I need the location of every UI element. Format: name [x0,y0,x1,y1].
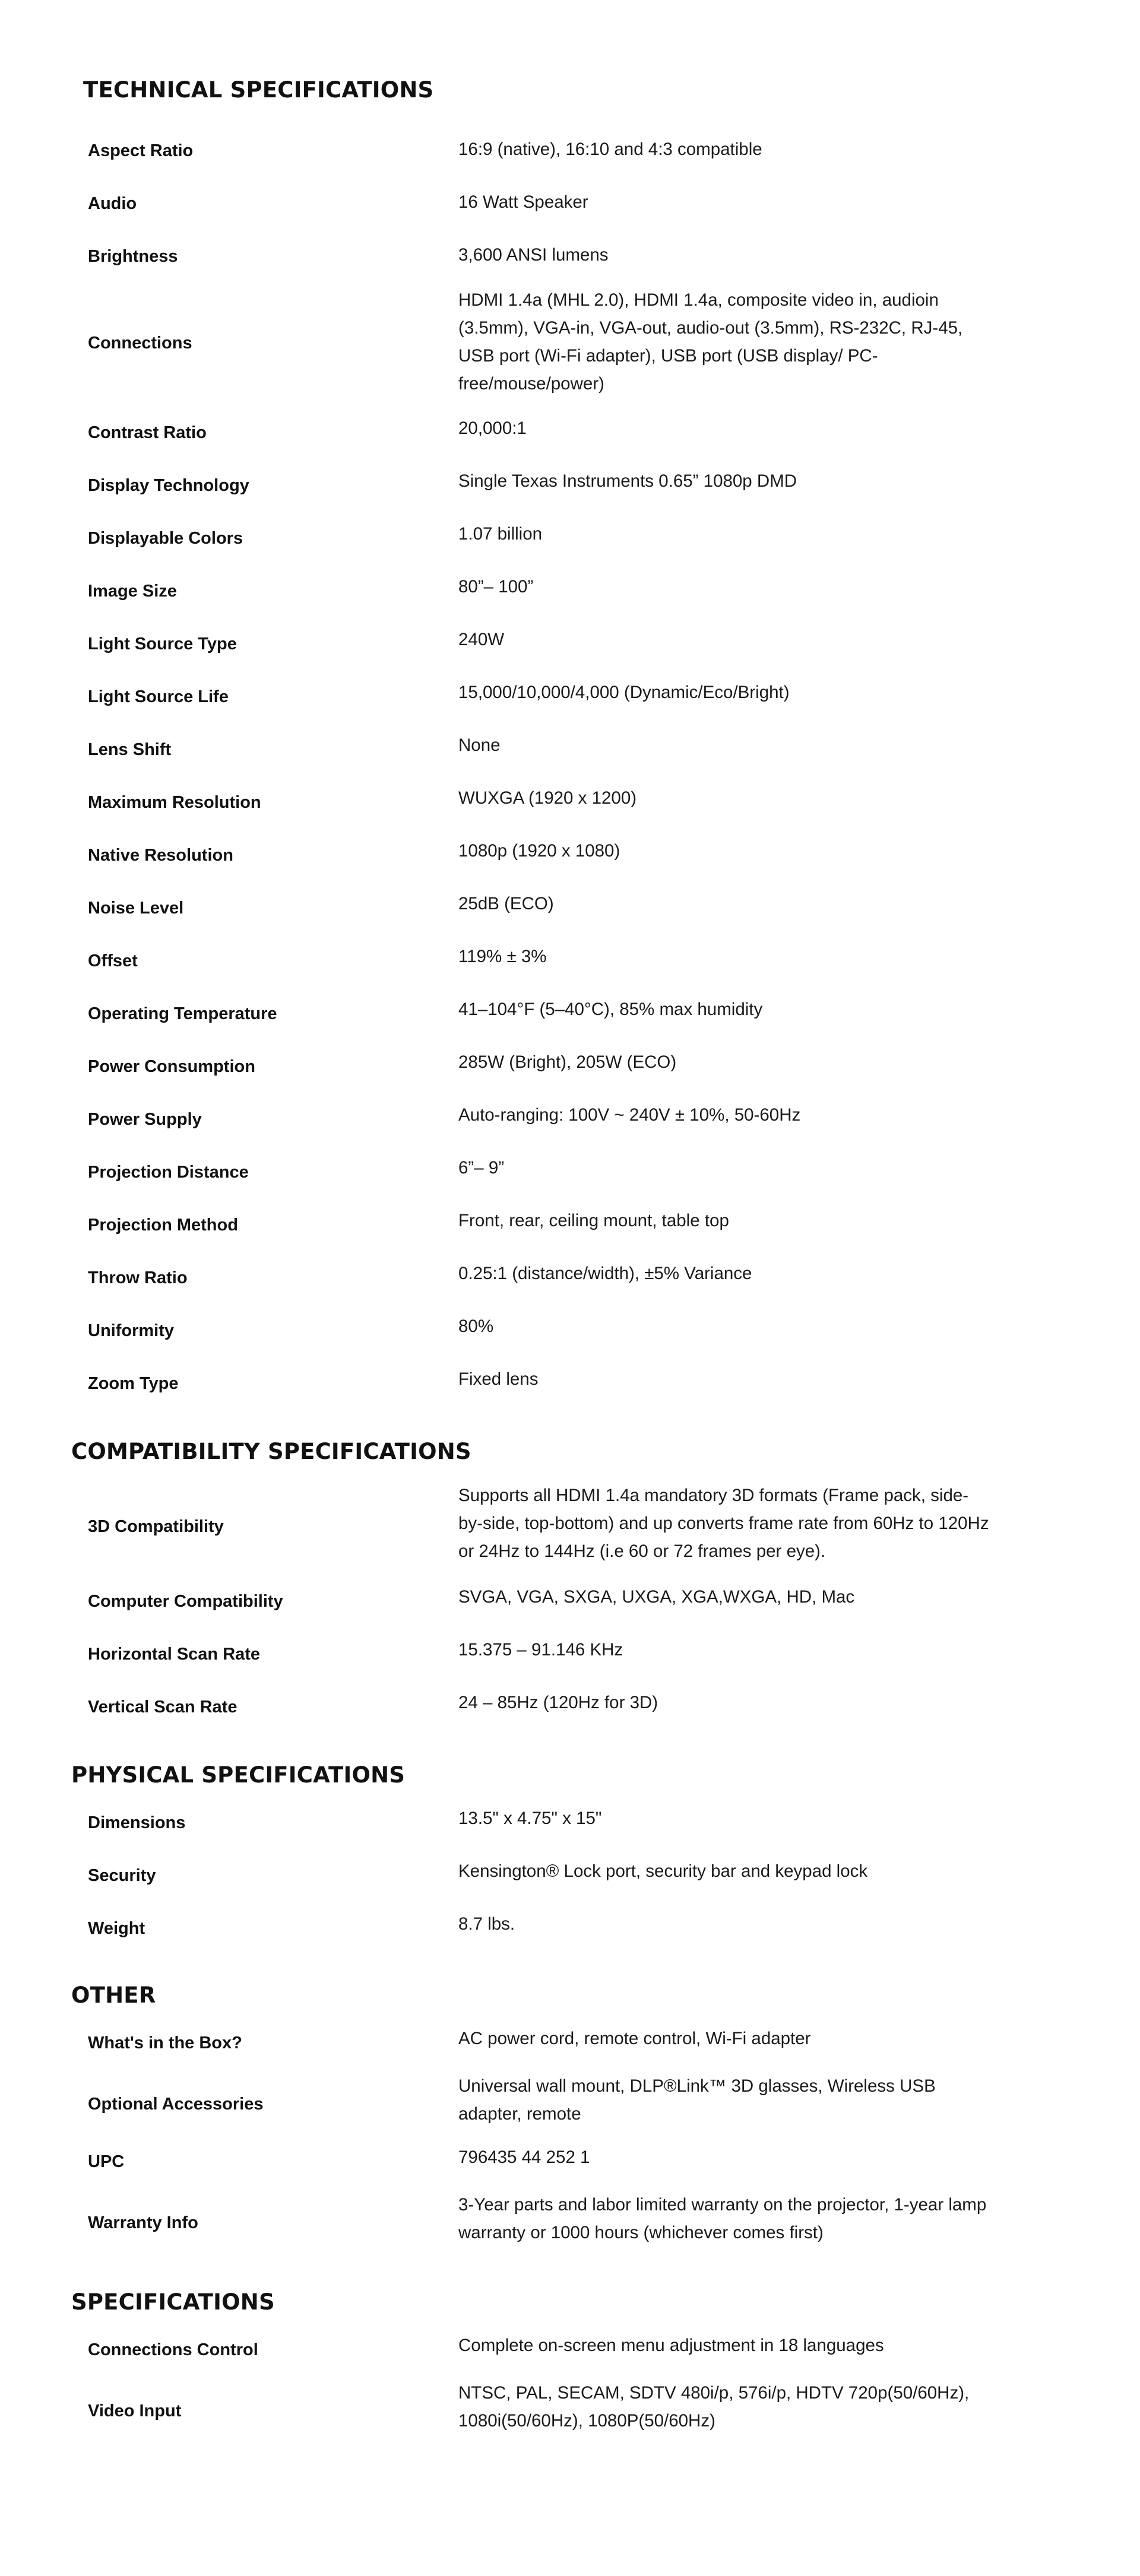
spec-value: 20,000:1 [458,418,527,438]
spec-value: Universal wall mount, DLP®Link™ 3D glasses, Wireless USB adapter, remote [458,2076,936,2124]
spec-label: Horizontal Scan Rate [88,1645,261,1664]
spec-label: Contrast Ratio [88,423,207,442]
spec-value: Single Texas Instruments 0.65” 1080p DMD [458,471,797,491]
spec-label: Warranty Info [88,2213,198,2232]
spec-label: Native Resolution [88,846,233,865]
spec-label: Audio [88,194,137,213]
spec-value: 1.07 billion [458,524,543,544]
spec-value: 6”– 9” [458,1158,505,1178]
spec-value: 15.375 – 91.146 KHz [458,1640,623,1660]
spec-value: 80”– 100” [458,577,534,597]
spec-value: SVGA, VGA, SXGA, UXGA, XGA,WXGA, HD, Mac [458,1587,855,1607]
spec-label: Projection Distance [88,1163,249,1182]
spec-label: Offset [88,951,138,970]
spec-value: 16 Watt Speaker [458,192,588,212]
spec-label: Zoom Type [88,1374,179,1393]
spec-value: Supports all HDMI 1.4a mandatory 3D formats (Frame pack, side-by-side, top-bottom) and up converts frame rate from 60Hz to 120Hz or 24Hz to 144Hz (i.e 60 or 72 frames per eye). [458,1486,989,1561]
spec-label: Optional Accessories [88,2095,264,2114]
spec-label: Computer Compatibility [88,1592,283,1611]
spec-label: UPC [88,2152,125,2171]
spec-value: 25dB (ECO) [458,894,554,913]
spec-label: Uniformity [88,1321,174,1340]
spec-value: AC power cord, remote control, Wi-Fi adapter [458,2029,811,2048]
section-title-compatibility: COMPATIBILITY SPECIFICATIONS [71,1439,471,1464]
spec-value: 15,000/10,000/4,000 (Dynamic/Eco/Bright) [458,683,790,702]
spec-value: Complete on-screen menu adjustment in 18 languages [458,2336,884,2355]
spec-value: NTSC, PAL, SECAM, SDTV 480i/p, 576i/p, HDTV 720p(50/60Hz), 1080i(50/60Hz), 1080P(50/60Hz) [458,2383,970,2431]
spec-label: Operating Temperature [88,1004,277,1023]
spec-value: 13.5" x 4.75" x 15" [458,1809,602,1828]
spec-value: 16:9 (native), 16:10 and 4:3 compatible [458,139,762,159]
spec-value: WUXGA (1920 x 1200) [458,788,637,808]
spec-label: 3D Compatibility [88,1517,224,1536]
spec-value: 8.7 lbs. [458,1914,515,1934]
spec-value: 3,600 ANSI lumens [458,245,609,265]
section-title-physical: PHYSICAL SPECIFICATIONS [71,1762,406,1788]
spec-label: Dimensions [88,1813,186,1832]
spec-label: Projection Method [88,1216,238,1235]
spec-value: 796435 44 252 1 [458,2147,590,2167]
spec-label: Security [88,1866,156,1885]
spec-label: Throw Ratio [88,1268,188,1287]
spec-value: Kensington® Lock port, security bar and keypad lock [458,1861,868,1881]
spec-value: Auto-ranging: 100V ~ 240V ± 10%, 50-60Hz [458,1105,801,1125]
spec-label: Aspect Ratio [88,141,194,160]
spec-label: Image Size [88,582,177,601]
spec-value: 240W [458,630,505,649]
spec-label: Maximum Resolution [88,793,261,812]
spec-label: Video Input [88,2401,182,2420]
spec-value: 1080p (1920 x 1080) [458,841,620,861]
spec-label: Lens Shift [88,740,172,759]
spec-value: 285W (Bright), 205W (ECO) [458,1052,677,1072]
spec-label: Vertical Scan Rate [88,1698,238,1717]
spec-value: 119% ± 3% [458,947,547,966]
spec-value: Front, rear, ceiling mount, table top [458,1211,729,1230]
section-title-specifications: SPECIFICATIONS [71,2289,275,2315]
spec-label: Light Source Life [88,687,229,706]
spec-label: Brightness [88,247,178,266]
spec-label: Light Source Type [88,635,237,653]
spec-label: Displayable Colors [88,529,243,548]
spec-label: Connections Control [88,2340,258,2359]
spec-value: Fixed lens [458,1369,539,1389]
spec-label: Weight [88,1919,145,1938]
spec-value: 3-Year parts and labor limited warranty on the projector, 1-year lamp warranty or 1000 hours (whichever comes first) [458,2195,987,2242]
section-title-technical: TECHNICAL SPECIFICATIONS [83,77,434,103]
spec-label: Power Consumption [88,1057,255,1076]
spec-value: None [458,735,501,755]
spec-label: Connections [88,334,192,353]
spec-label: Noise Level [88,899,184,918]
section-title-other: OTHER [71,1982,156,2008]
spec-value: 0.25:1 (distance/width), ±5% Variance [458,1264,752,1283]
spec-value: HDMI 1.4a (MHL 2.0), HDMI 1.4a, composite video in, audioin (3.5mm), VGA-in, VGA-out, audio-out (3.5mm), RS-232C, RJ-45, USB port (Wi-Fi adapter), USB port (USB display/ PC-free/mouse/power) [458,290,963,394]
spec-label: Power Supply [88,1110,202,1129]
spec-value: 41–104°F (5–40°C), 85% max humidity [458,1000,763,1019]
spec-label: What's in the Box? [88,2033,242,2052]
spec-value: 80% [458,1316,494,1336]
spec-value: 24 – 85Hz (120Hz for 3D) [458,1693,658,1712]
spec-label: Display Technology [88,476,249,495]
